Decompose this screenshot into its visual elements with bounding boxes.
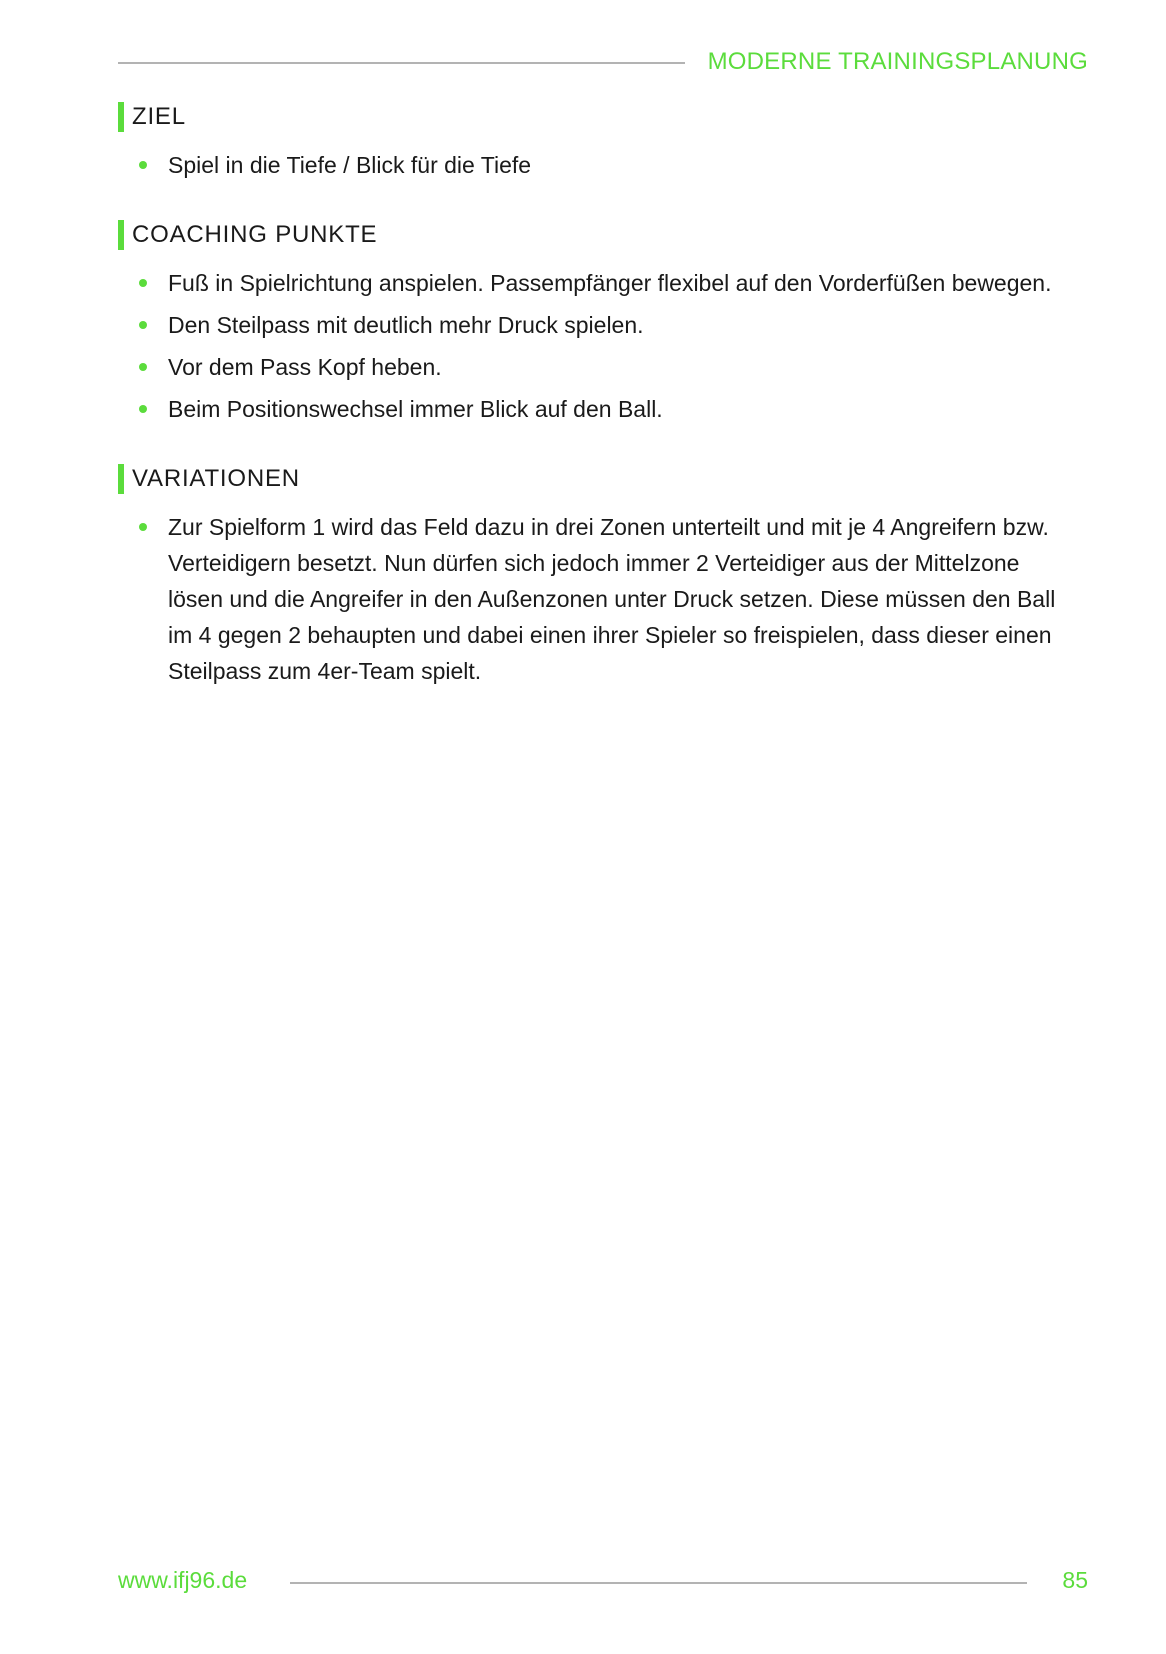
list-item-text: Den Steilpass mit deutlich mehr Druck spielen.: [168, 312, 644, 338]
list-item: [118, 349, 1078, 385]
list-item: [118, 391, 1078, 427]
page-footer: [118, 1565, 1088, 1599]
bullet-icon: [139, 405, 147, 413]
page-header: [118, 46, 1088, 80]
list-item-text: Vor dem Pass Kopf heben.: [168, 354, 442, 380]
footer-website-link[interactable]: www.ifj96.de: [118, 1567, 248, 1593]
header-divider: [118, 62, 685, 64]
bullet-icon: [139, 321, 147, 329]
section-heading: [118, 462, 1078, 496]
page-number: 85: [1062, 1567, 1088, 1593]
bullet-icon: [139, 523, 147, 531]
section-title: COACHING PUNKTE: [132, 221, 378, 248]
list-item-text: Spiel in die Tiefe / Blick für die Tiefe: [168, 152, 532, 178]
bullet-list: [118, 265, 1078, 427]
heading-accent-bar: [118, 220, 124, 250]
list-item: [118, 509, 1078, 689]
bullet-icon: [139, 161, 147, 169]
list-item: [118, 265, 1078, 301]
section-heading: [118, 218, 1078, 252]
section-ziel: [118, 100, 1078, 183]
footer-divider: [290, 1582, 1027, 1584]
page-content: [118, 100, 1078, 689]
bullet-list: [118, 147, 1078, 183]
heading-accent-bar: [118, 102, 124, 132]
heading-accent-bar: [118, 464, 124, 494]
section-variationen: [118, 462, 1078, 689]
bullet-icon: [139, 279, 147, 287]
section-title: ZIEL: [132, 103, 186, 130]
section-coaching-punkte: [118, 218, 1078, 427]
section-title: VARIATIONEN: [132, 465, 300, 492]
running-header-title: MODERNE TRAININGSPLANUNG: [707, 48, 1088, 75]
list-item-text: Zur Spielform 1 wird das Feld dazu in drei Zonen unterteilt und mit je 4 Angreifern bzw. Verteidigern besetzt. Nun dürfen sich jedoch immer 2 Verteidiger aus der Mittelzone lösen und die Angreifer in den Außenzonen unter Druck setzen. Diese müssen den Ball im 4 gegen 2 behaupten und dabei einen ihrer Spieler so freispielen, dass dieser einen Steilpass zum 4er-Team spielt.: [168, 514, 1056, 684]
section-heading: [118, 100, 1078, 134]
list-item: [118, 307, 1078, 343]
list-item: [118, 147, 1078, 183]
list-item-text: Fuß in Spielrichtung anspielen. Passempfänger flexibel auf den Vorderfüßen bewegen.: [168, 270, 1052, 296]
list-item-text: Beim Positionswechsel immer Blick auf den Ball.: [168, 396, 663, 422]
bullet-icon: [139, 363, 147, 371]
bullet-list: [118, 509, 1078, 689]
